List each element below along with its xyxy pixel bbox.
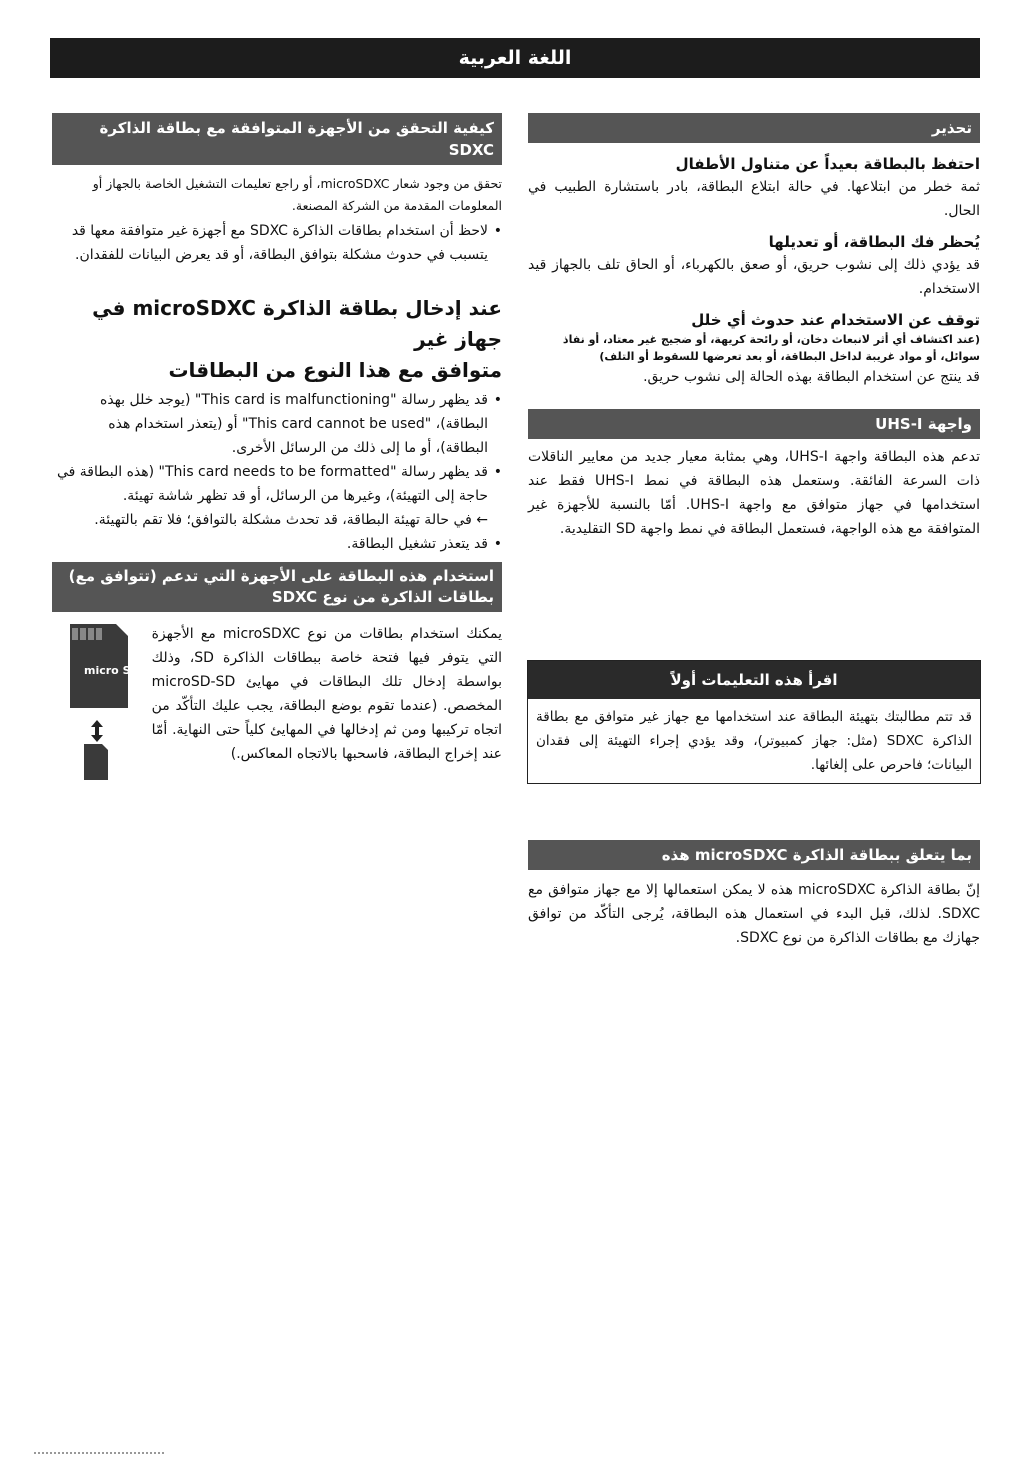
list-item: • قد يظهر رسالة "This card is malfunctioning" (يوجد خلل بهذه البطاقة)، "This card cannot be used" أو (يتعذر استخدام هذه البطاقة)، أو ما إلى ذلك من الرسائل الأخرى. xyxy=(52,388,502,460)
microsd-logo: micro SD xyxy=(84,664,140,677)
check-devices-intro: تحقق من وجود شعار microSDXC، أو راجع تعليمات التشغيل الخاصة بالجهاز أو المعلومات المقدمة من الشركة المصنعة. xyxy=(92,176,502,213)
warning-heading-disassemble: يُحظر فك البطاقة، أو تعديلها xyxy=(768,233,980,251)
about-card-paragraph: إنّ بطاقة الذاكرة microSDXC هذه لا يمكن استعمالها إلا مع جهاز متوافق مع SDXC. لذلك، قبل البدء في استعمال هذه البطاقة، يُرجى التأكّد من توافق جهازك مع بطاقات الذاكرة من نوع SDXC. xyxy=(528,882,981,946)
adapter-section xyxy=(52,562,502,782)
adapter-paragraph: يمكنك استخدام بطاقات من نوع microSDXC مع الأجهزة التي يتوفر فيها فتحة خاصة ببطاقات الذاكرة SD، وذلك بواسطة إدخال تلك البطاقات في مهايئ microSD-SD المخصص. (عندما تقوم بوضع البطاقة، يجب عليك التأكّد من اتجاه تركيبها ومن ثم إدخالها في المهايئ كلياً حتى النهاية. أمّا عند إخراج البطاقة، فاسحبها بالاتجاه المعاكس.) xyxy=(151,626,502,762)
about-card-section xyxy=(528,840,980,950)
incompatible-section xyxy=(52,293,502,556)
left-column xyxy=(52,113,502,556)
warning-heading-children: احتفظ بالبطاقة بعيداً عن متناول الأطفال xyxy=(675,155,980,173)
section-title-uhs: واجهة UHS-I xyxy=(528,409,980,439)
section-title-incompatible: عند إدخال بطاقة الذاكرة microSDXC في جهاز غير xyxy=(92,296,502,351)
warning-note: (عند اكتشاف أي أثر لانبعاث دخان، أو رائحة كريهة، أو ضجيج غير معتاد، أو نفاذ سوائل، أو مواد غريبة لداخل البطاقة، أو بعد تعرضها للسقوط أو التلف) xyxy=(562,333,980,363)
read-first-box xyxy=(527,660,981,784)
warning-text-disassemble: قد يؤدي ذلك إلى نشوب حريق، أو صعق بالكهرباء، أو الحاق تلف بالجهاز قيد الاستخدام. xyxy=(528,257,980,297)
sd-card-icon xyxy=(64,624,140,784)
warning-text-children: ثمة خطر من ابتلاعها. في حالة ابتلاع البطاقة، بادر باستشارة الطبيب في الحال. xyxy=(528,179,980,219)
list-item: • قد يتعذر تشغيل البطاقة. xyxy=(52,532,502,556)
incompatible-list xyxy=(52,388,502,556)
warning-text-stop: قد ينتج عن استخدام البطاقة بهذه الحالة إلى نشوب حريق. xyxy=(643,369,980,385)
card-illustration xyxy=(52,622,142,782)
section-title-warning: تحذير xyxy=(528,113,980,143)
right-column xyxy=(528,113,980,541)
page-title: اللغة العربية xyxy=(50,38,980,78)
check-devices-list xyxy=(52,219,502,267)
list-item: • لاحظ أن استخدام بطاقات الذاكرة SDXC مع أجهزة غير متوافقة معها قد يتسبب في حدوث مشكلة بتوافق البطاقة، أو قد يعرض البيانات للفقدان. xyxy=(52,219,502,267)
section-title-read-first: اقرأ هذه التعليمات أولاً xyxy=(528,661,980,699)
section-title-check-devices: كيفية التحقق من الأجهزة المتوافقة مع بطاقة الذاكرة SDXC xyxy=(52,113,502,165)
section-title-about-card: بما يتعلق ببطاقة الذاكرة microSDXC هذه xyxy=(528,840,980,870)
warning-heading-stop: توقف عن الاستخدام عند حدوث أي خلل xyxy=(691,311,980,329)
list-item-arrow: ← في حالة تهيئة البطاقة، قد تحدث مشكلة بالتوافق؛ فلا تقم بالتهيئة. xyxy=(94,512,488,528)
section-title-sdxc-devices: استخدام هذه البطاقة على الأجهزة التي تدعم (تتوافق مع) بطاقات الذاكرة من نوع SDXC xyxy=(52,562,502,612)
footer-mark xyxy=(34,1452,164,1457)
uhs-paragraph: تدعم هذه البطاقة واجهة UHS-I، وهي بمثابة معيار جديد من معايير الناقلات ذات السرعة الفائقة. وستعمل هذه البطاقة في نمط UHS-I فقط عند استخدامها في جهاز متوافق مع واجهة UHS-I. أمّا بالنسبة للأجهزة غير المتوافقة مع هذه الواجهة، فستعمل البطاقة في نمط واجهة SD التقليدية. xyxy=(528,449,981,537)
section-title-incompatible-line2: متوافق مع هذا النوع من البطاقات xyxy=(168,358,502,382)
read-first-paragraph: قد تتم مطالبتك بتهيئة البطاقة عند استخدامها مع جهاز غير متوافق مع بطاقة الذاكرة SDXC (مثل: جهاز كمبيوتر)، وقد يؤدي إجراء التهيئة إلى فقدان البيانات؛ فاحرص على إلغائها. xyxy=(536,709,972,773)
list-item: • قد يظهر رسالة "This card needs to be formatted" (هذه البطاقة في حاجة إلى التهيئة)، وغيرها من الرسائل، أو قد تظهر شاشة تهيئة. xyxy=(52,460,502,508)
